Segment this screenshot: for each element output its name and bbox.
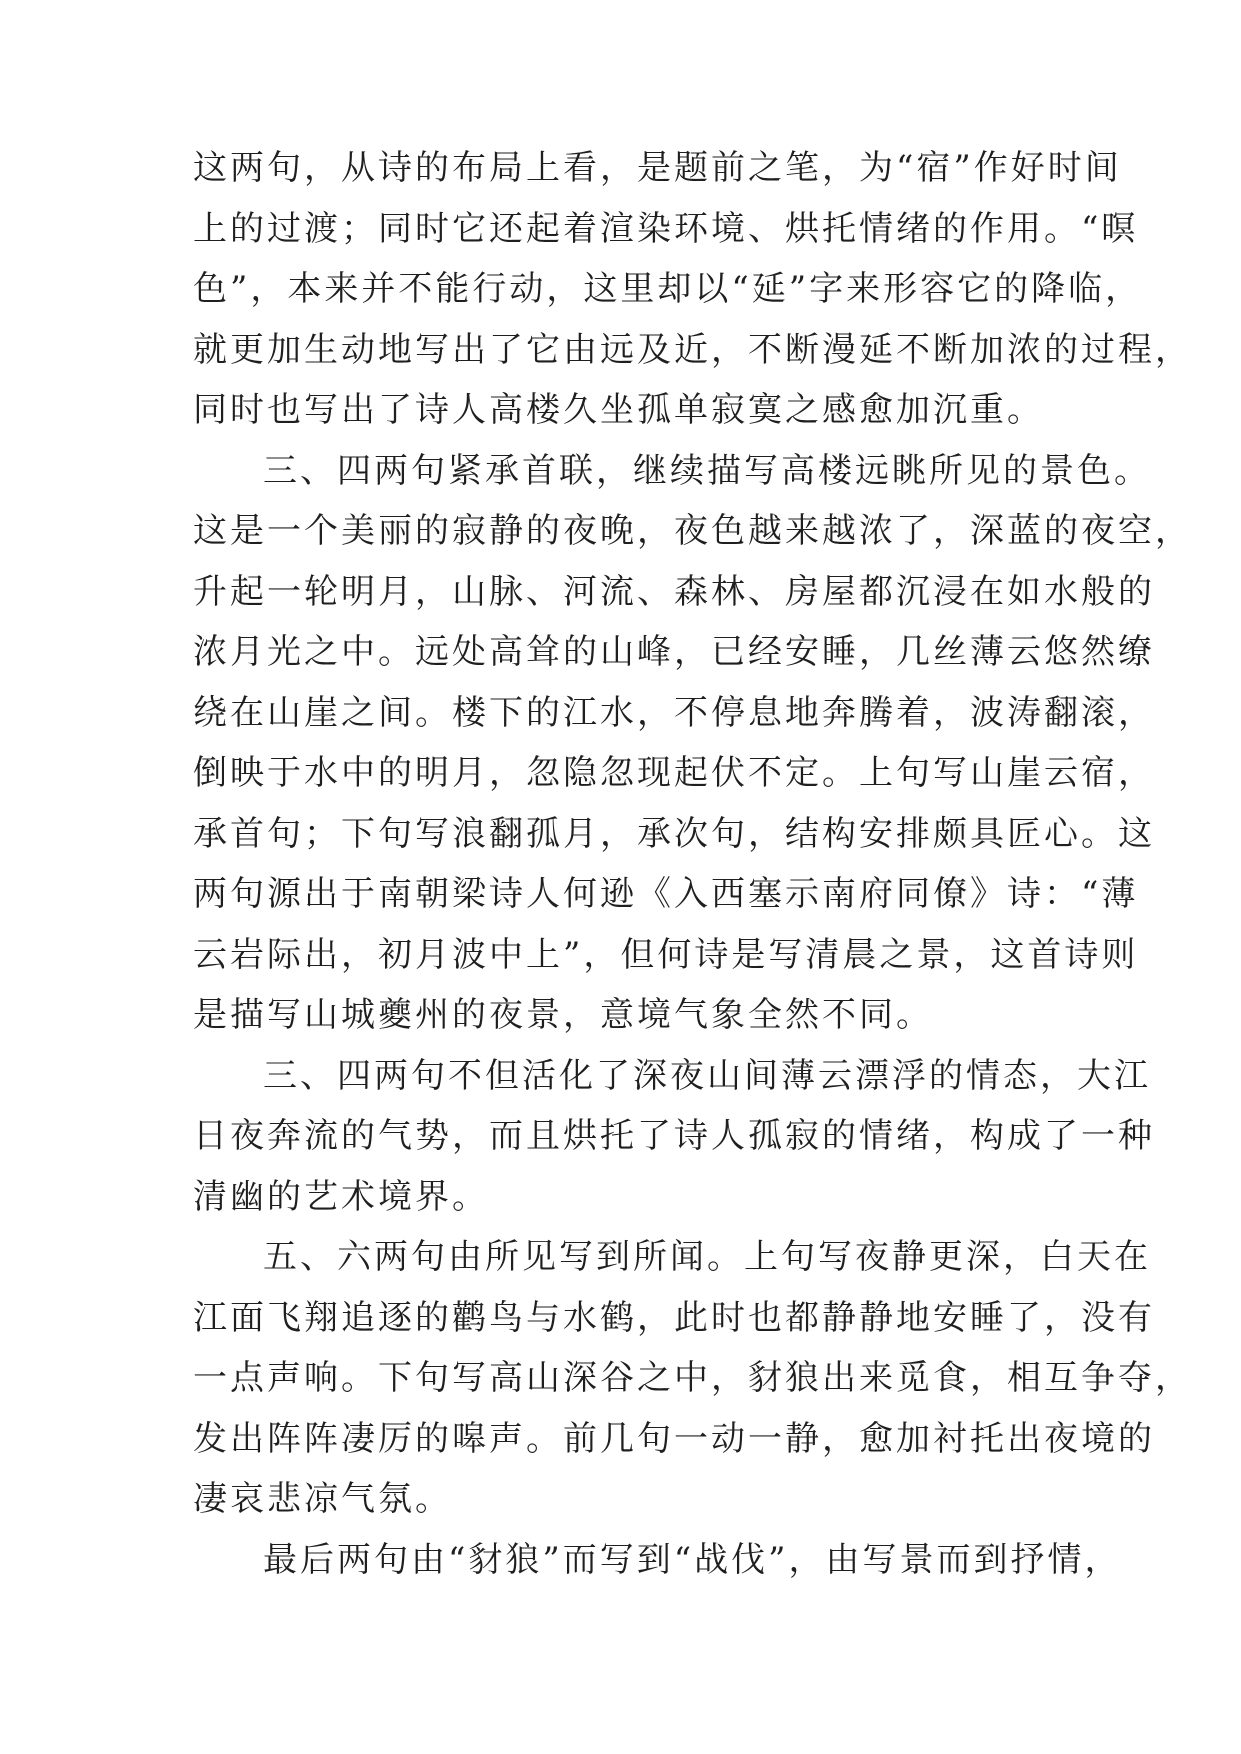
text-line: 这两句，从诗的布局上看，是题前之笔，为“宿”作好时间 [193,148,1122,188]
text-line: 一点声响。下句写高山深谷之中，豺狼出来觅食，相互争夺， [193,1358,1192,1398]
text-line: 三、四两句不但活化了深夜山间薄云漂浮的情态，大江 [263,1055,1151,1096]
text-line: 浓月光之中。远处高耸的山峰，已经安睡，几丝薄云悠然缭 [193,632,1155,672]
text-line: 三、四两句紧承首联，继续描写高楼远眺所见的景色。 [263,450,1151,491]
document-body [193,138,1192,1590]
text-line: 色”，本来并不能行动，这里却以“延”字来形容它的降临， [193,269,1143,309]
text-line: 发出阵阵凄厉的嗥声。前几句一动一静，愈加衬托出夜境的 [193,1418,1155,1459]
text-line: 江面飞翔追逐的鹳鸟与水鹤，此时也都静静地安睡了，没有 [193,1297,1155,1338]
text-line: 上的过渡；同时它还起着渲染环境、烘托情绪的作用。“暝 [193,208,1139,249]
text-line: 是描写山城夔州的夜景，意境气象全然不同。 [193,995,933,1035]
text-line: 日夜奔流的气势，而且烘托了诗人孤寂的情绪，构成了一种 [193,1116,1155,1156]
text-line: 倒映于水中的明月，忽隐忽现起伏不定。上句写山崖云宿， [193,753,1155,793]
text-line: 两句源出于南朝梁诗人何逊《入西塞示南府同僚》诗：“薄 [193,874,1139,914]
text-line: 升起一轮明月，山脉、河流、森林、房屋都沉浸在如水般的 [193,571,1155,612]
text-line: 五、六两句由所见写到所闻。上句写夜静更深，白天在 [263,1237,1151,1277]
text-line: 绕在山崖之间。楼下的江水，不停息地奔腾着，波涛翻滚， [193,692,1155,733]
text-line: 最后两句由“豺狼”而写到“战伐”，由写景而到抒情， [263,1539,1122,1580]
text-line: 就更加生动地写出了它由远及近，不断漫延不断加浓的过程， [193,329,1192,370]
text-line: 清幽的艺术境界。 [193,1176,489,1217]
text-line: 凄哀悲凉气氛。 [193,1479,452,1519]
text-line: 承首句；下句写浪翻孤月，承次句，结构安排颇具匠心。这 [193,813,1155,854]
text-line: 云岩际出，初月波中上”，但何诗是写清晨之景，这首诗则 [193,934,1139,975]
text-line: 同时也写出了诗人高楼久坐孤单寂寞之感愈加沉重。 [193,390,1044,430]
text-line: 这是一个美丽的寂静的夜晚，夜色越来越浓了，深蓝的夜空， [193,511,1192,551]
